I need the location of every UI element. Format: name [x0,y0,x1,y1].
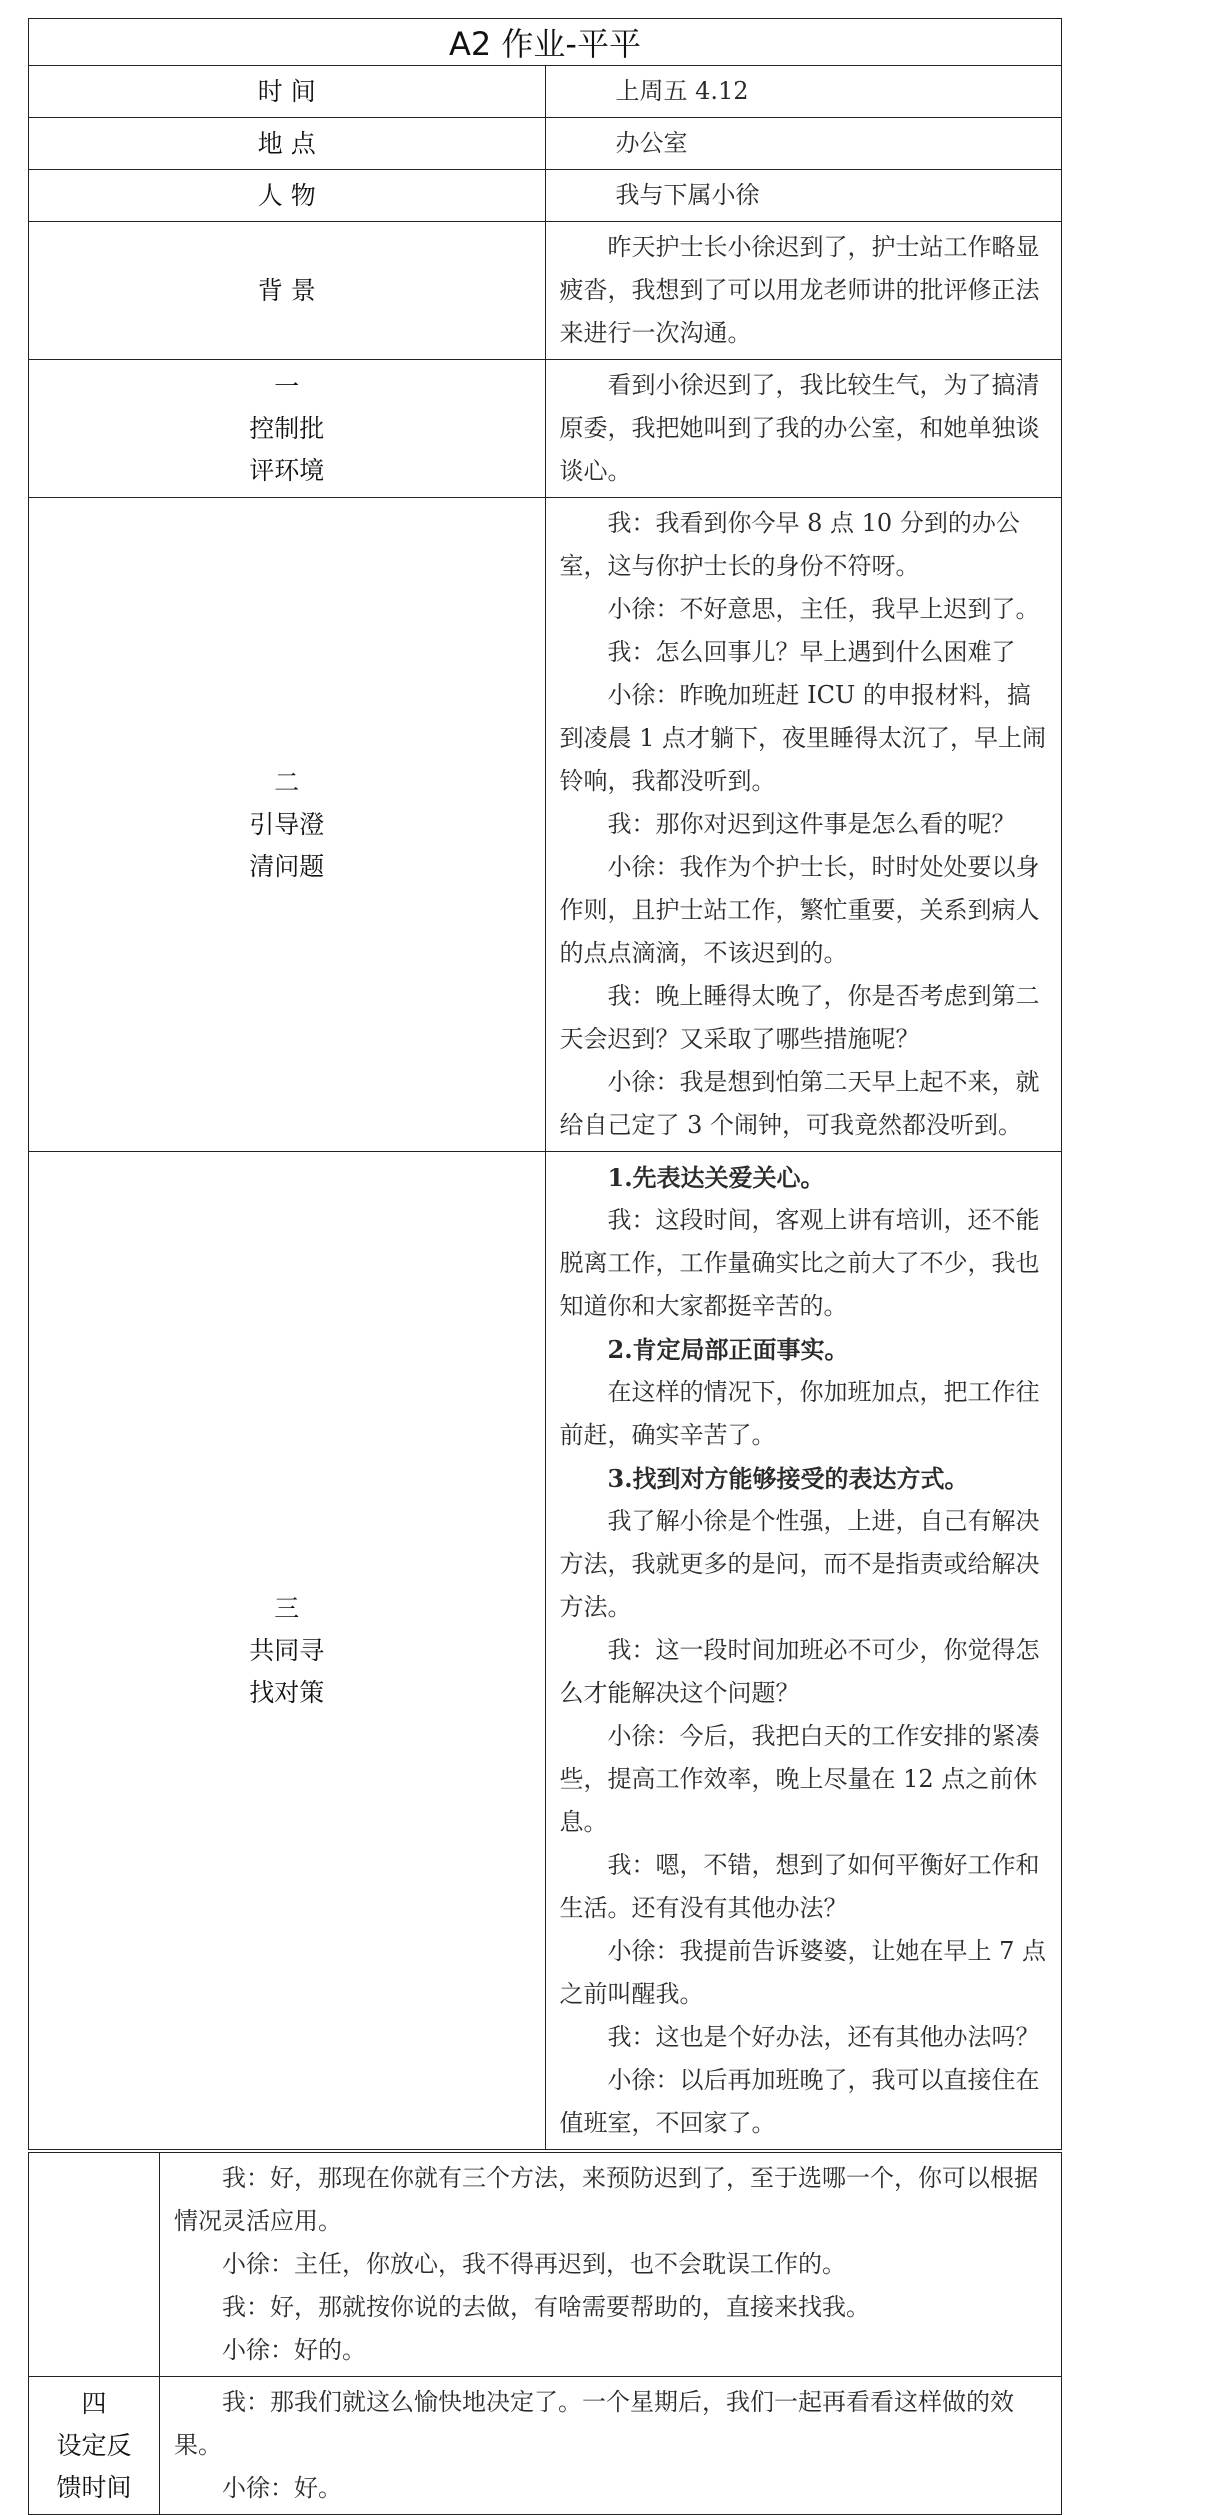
dialogue-line: 小徐：不好意思，主任，我早上迟到了。 [607,595,1040,623]
dialogue-line: 我：这一段时间加班必不可少，你觉得怎么才能解决这个问题？ [559,1636,1040,1707]
content-section-3 [545,1152,1062,2150]
step-heading: 1.先表达关爱关心。 [607,1163,825,1192]
step-heading: 3.找到对方能够接受的表达方式。 [607,1464,969,1493]
value-place: 办公室 [545,118,1062,170]
dialogue-line: 小徐：好。 [222,2474,342,2502]
section-1-title-line-1: 控制批 [249,413,325,443]
row-section-1 [29,360,1062,498]
document-title: A2 作业-平平 [29,19,1062,66]
dialogue-line: 小徐：我作为个护士长，时时处处要以身作则，且护士站工作，繁忙重要，关系到病人的点点滴滴，不该迟到的。 [559,853,1040,967]
value-people: 我与下属小徐 [545,170,1062,222]
dialogue-line: 小徐：我提前告诉婆婆，让她在早上 7 点之前叫醒我。 [559,1937,1047,2008]
dialogue-line: 我：那你对迟到这件事是怎么看的呢？ [607,810,1016,838]
dialogue-line: 小徐：我是想到怕第二天早上起不来，就给自己定了 3 个闹钟，可我竟然都没听到。 [559,1068,1040,1139]
section-1-title-line-2: 评环境 [249,455,325,485]
content-section-2 [545,498,1062,1152]
label-continuation-blank [29,2153,160,2377]
dialogue-line: 我：那我们就这么愉快地决定了。一个星期后，我们一起再看看这样做的效果。 [174,2388,1014,2459]
continuation-table [28,2152,1062,2515]
dialogue-line: 小徐：今后，我把白天的工作安排的紧凑些，提高工作效率，晚上尽量在 12 点之前休息。 [559,1722,1040,1836]
dialogue-line: 在这样的情况下，你加班加点，把工作往前赶，确实辛苦了。 [559,1378,1040,1449]
section-4-number: 四 [81,2388,107,2418]
label-time: 时 间 [29,66,546,118]
label-section-4 [29,2377,160,2515]
section-2-title-line-2: 清问题 [249,851,325,881]
main-table [28,18,1062,2150]
row-continuation [29,2153,1062,2377]
dialogue-line: 小徐：以后再加班晚了，我可以直接住在值班室，不回家了。 [559,2066,1040,2137]
section-2-number: 二 [274,767,300,797]
dialogue-line: 我：好，那现在你就有三个方法，来预防迟到了，至于选哪一个，你可以根据情况灵活应用。 [174,2164,1038,2235]
dialogue-line: 小徐：主任，你放心，我不得再迟到，也不会耽误工作的。 [222,2250,846,2278]
dialogue-line: 我：好，那就按你说的去做，有啥需要帮助的，直接来找我。 [222,2293,870,2321]
section-3-number: 三 [274,1593,300,1623]
section-2-title-line-1: 引导澄 [249,809,325,839]
dialogue-line: 我：这也是个好办法，还有其他办法吗？ [607,2023,1040,2051]
section-1-number: 一 [274,371,300,401]
content-section-1 [545,360,1062,498]
dialogue-line: 我：这段时间，客观上讲有培训，还不能脱离工作，工作量确实比之前大了不少，我也知道你和大家都挺辛苦的。 [559,1206,1040,1320]
value-background [545,222,1062,360]
section-1-text: 看到小徐迟到了，我比较生气，为了搞清原委，我把她叫到了我的办公室，和她单独谈谈心。 [559,371,1040,485]
content-continuation [160,2153,1062,2377]
row-time [29,66,1062,118]
row-section-3 [29,1152,1062,2150]
row-section-2 [29,498,1062,1152]
label-section-2 [29,498,546,1152]
label-place: 地 点 [29,118,546,170]
section-3-title-line-1: 共同寻 [249,1635,325,1665]
label-people: 人 物 [29,170,546,222]
section-4-title-line-2: 馈时间 [56,2472,132,2502]
label-section-1 [29,360,546,498]
background-text: 昨天护士长小徐迟到了，护士站工作略显疲沓，我想到了可以用龙老师讲的批评修正法来进行一次沟通。 [559,233,1040,347]
dialogue-line: 小徐：昨晚加班赶 ICU 的申报材料，搞到凌晨 1 点才躺下，夜里睡得太沉了，早上闹铃响，我都没听到。 [559,681,1047,795]
step-heading: 2.肯定局部正面事实。 [607,1335,849,1364]
row-section-4 [29,2377,1062,2515]
dialogue-line: 我：晚上睡得太晚了，你是否考虑到第二天会迟到？又采取了哪些措施呢？ [559,982,1040,1053]
label-background: 背 景 [29,222,546,360]
row-people [29,170,1062,222]
section-4-title-line-1: 设定反 [56,2430,132,2460]
row-background [29,222,1062,360]
dialogue-line: 小徐：好的。 [222,2336,366,2364]
dialogue-line: 我：怎么回事儿？早上遇到什么困难了 [607,638,1016,666]
dialogue-line: 我：我看到你今早 8 点 10 分到的办公室，这与你护士长的身份不符呀。 [559,509,1020,580]
value-time: 上周五 4.12 [545,66,1062,118]
content-section-4 [160,2377,1062,2515]
worksheet [28,18,1062,2515]
dialogue-line: 我：嗯，不错，想到了如何平衡好工作和生活。还有没有其他办法？ [559,1851,1040,1922]
label-section-3 [29,1152,546,2150]
section-3-title-line-2: 找对策 [249,1677,325,1707]
row-place [29,118,1062,170]
dialogue-line: 我了解小徐是个性强，上进，自己有解决方法，我就更多的是问，而不是指责或给解决方法。 [559,1507,1040,1621]
